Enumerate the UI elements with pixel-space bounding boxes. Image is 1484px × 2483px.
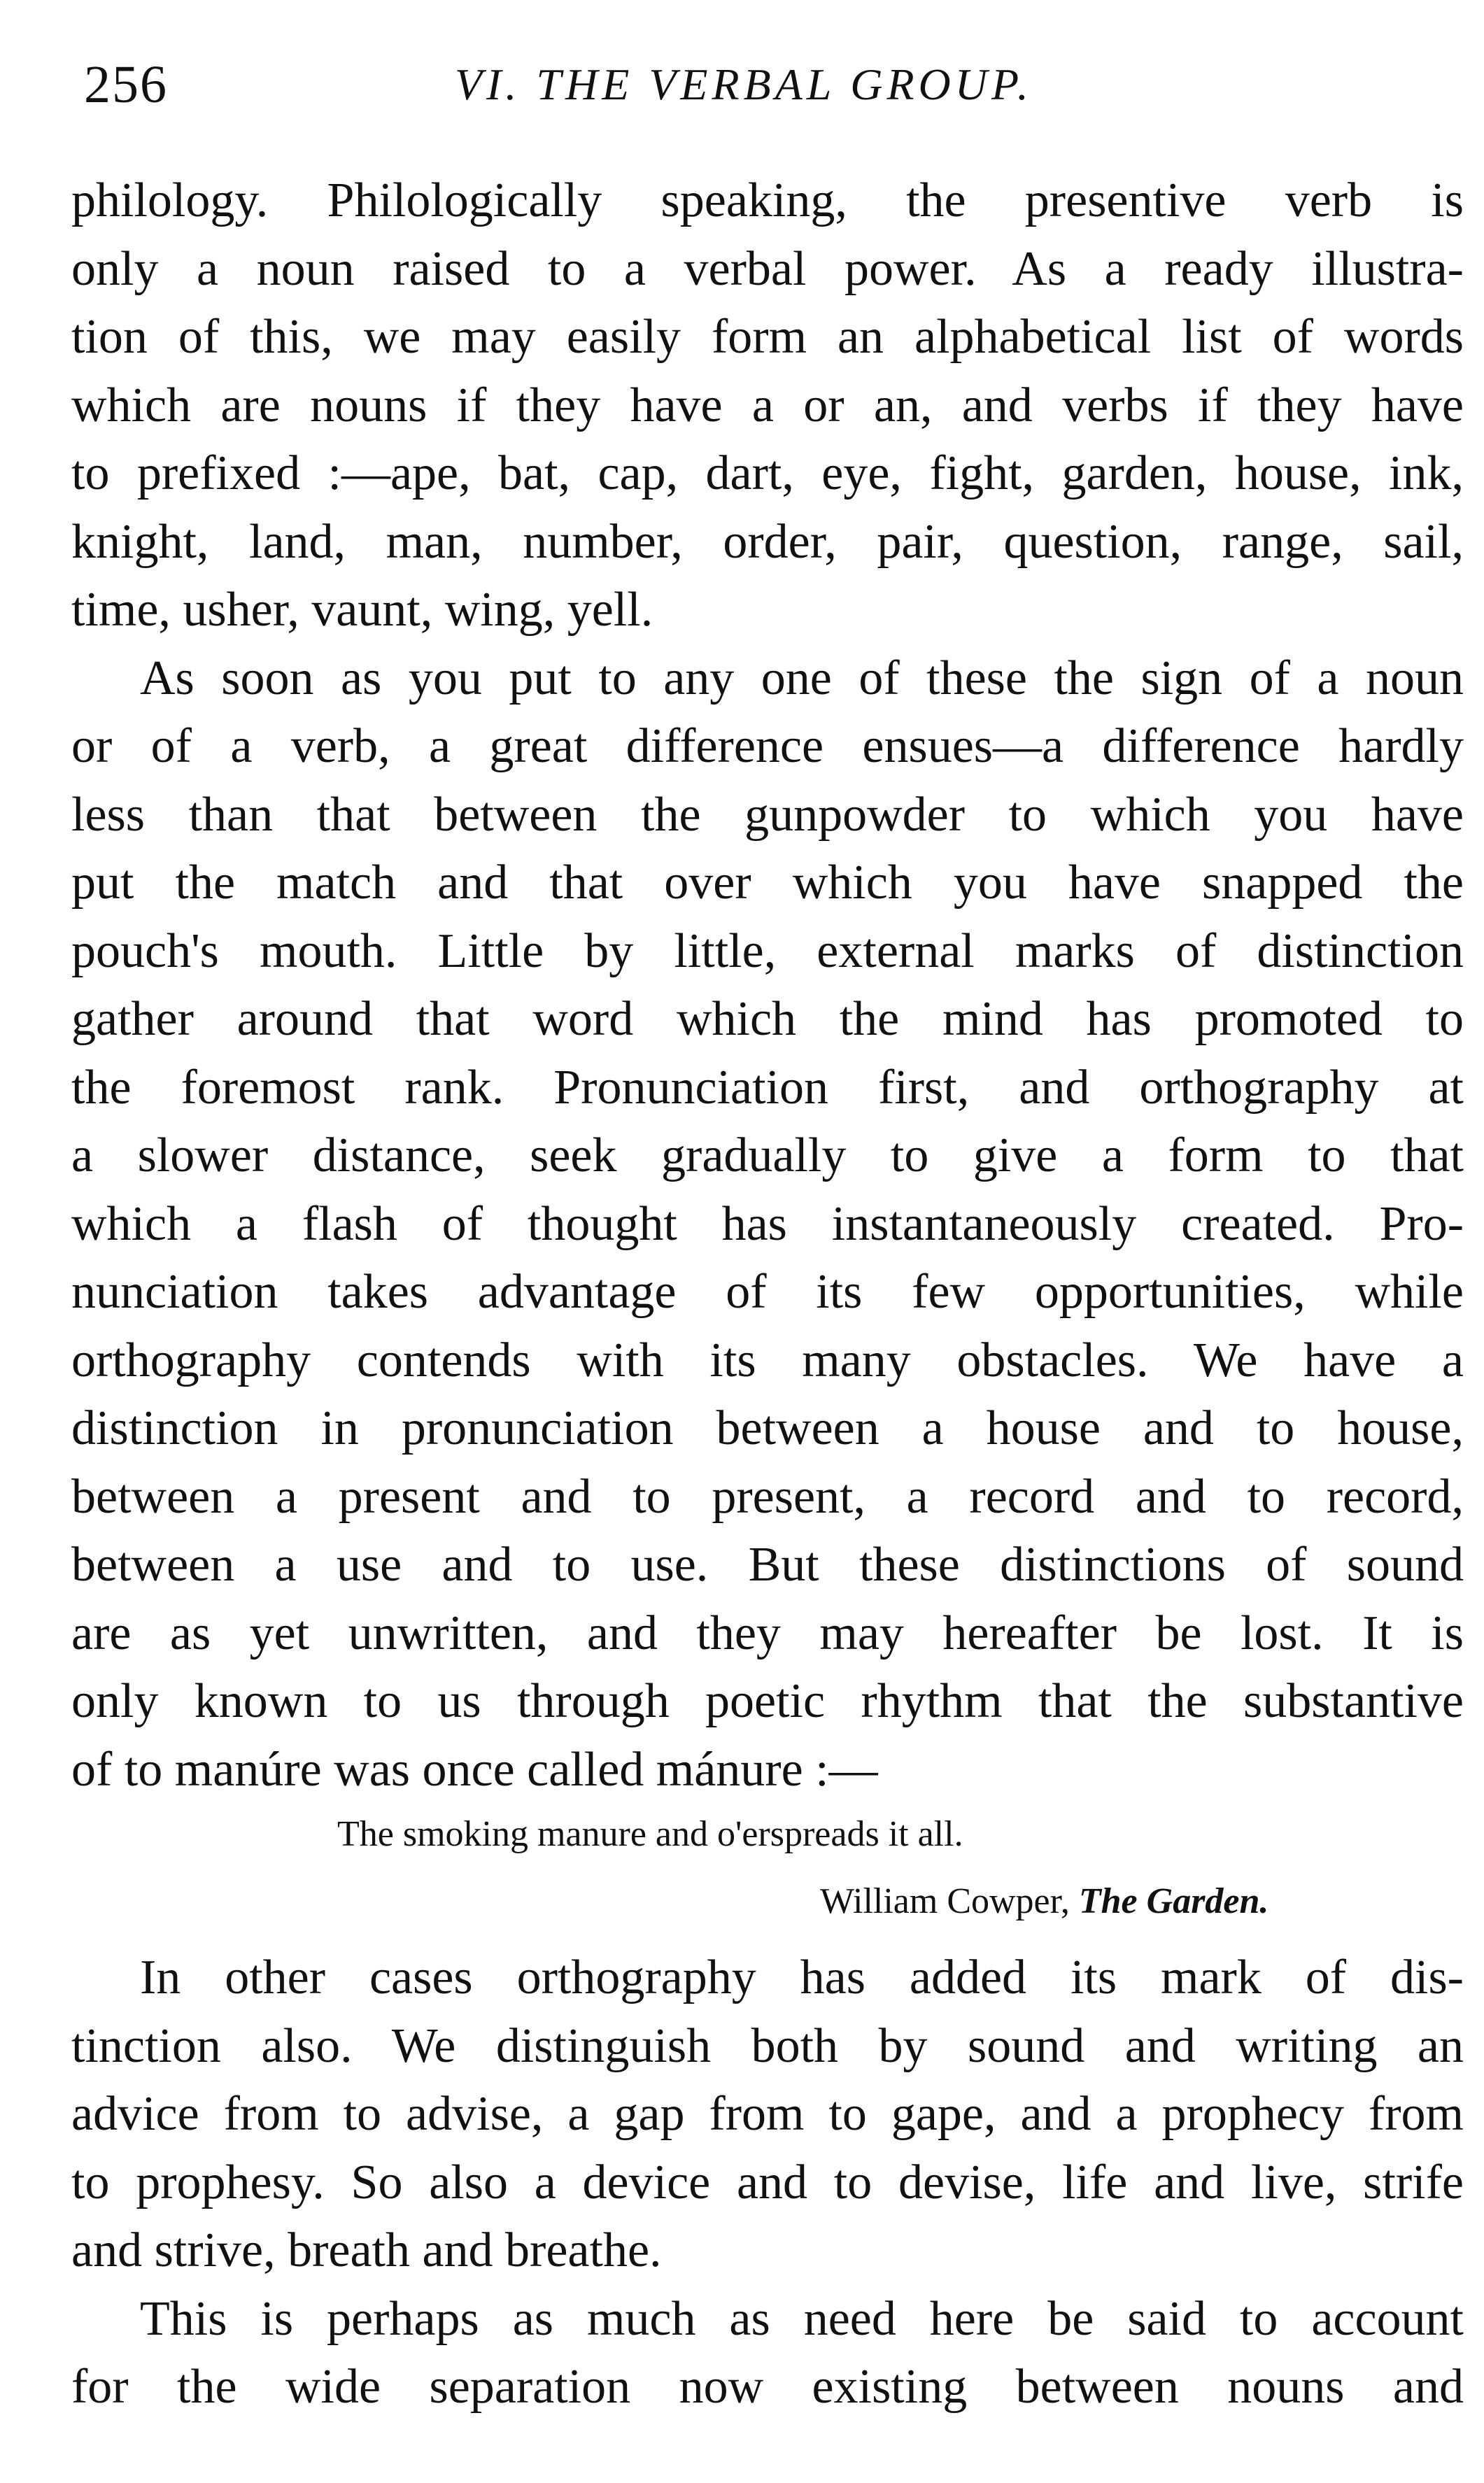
running-head bbox=[84, 55, 1455, 132]
text-line: between a use and to use. But these distinctions of sound bbox=[71, 1538, 1464, 1592]
text-line: tinction also. We distinguish both by sound and writing an bbox=[71, 2018, 1464, 2073]
text-line: a slower distance, seek gradually to give a form to that bbox=[71, 1129, 1464, 1182]
text-line: of to manúre was once called mánure :— bbox=[71, 1742, 878, 1797]
paragraph-3 bbox=[71, 1944, 1464, 2285]
chapter-title: VI. THE VERBAL GROUP. bbox=[455, 59, 1033, 109]
text-line: In other cases orthography has added its mark of dis- bbox=[140, 1951, 1464, 2004]
text-line: time, usher, vaunt, wing, yell. bbox=[71, 583, 653, 637]
paragraph-2 bbox=[71, 644, 1464, 1804]
text-line: orthography contends with its many obstacles. We have a bbox=[71, 1333, 1464, 1387]
block-quote bbox=[71, 1804, 1464, 1944]
text-line: to prophesy. So also a device and to devise, life and live, strife bbox=[71, 2155, 1464, 2209]
text-line: As soon as you put to any one of these the sign of a noun bbox=[140, 651, 1464, 705]
text-line: the foremost rank. Pronunciation first, and orthography at bbox=[71, 1060, 1464, 1115]
text-line: advice from to advise, a gap from to gape, and a prophecy from bbox=[71, 2087, 1464, 2141]
text-line: nunciation takes advantage of its few opportunities, while bbox=[71, 1265, 1464, 1319]
quote-author: William Cowper, bbox=[820, 1881, 1070, 1921]
text-line: which are nouns if they have a or an, and verbs if they have bbox=[71, 378, 1464, 432]
text-line: philology. Philologically speaking, the presentive verb is bbox=[71, 174, 1464, 227]
paragraph-4 bbox=[71, 2285, 1464, 2421]
text-line: to prefixed :—ape, bat, cap, dart, eye, fight, garden, house, ink, bbox=[71, 446, 1464, 500]
text-line: This is perhaps as much as need here be said to account bbox=[140, 2291, 1464, 2346]
body-text bbox=[71, 167, 1464, 2421]
page-number: 256 bbox=[84, 55, 168, 114]
text-line: less than that between the gunpowder to which you have bbox=[71, 787, 1464, 842]
text-line: knight, land, man, number, order, pair, question, range, sail, bbox=[71, 514, 1464, 569]
text-line: distinction in pronunciation between a house and to house, bbox=[71, 1401, 1464, 1455]
text-line: gather around that word which the mind has promoted to bbox=[71, 992, 1464, 1046]
text-line: are as yet unwritten, and they may hereafter be lost. It is bbox=[71, 1606, 1464, 1660]
text-line: only known to us through poetic rhythm that the substantive bbox=[71, 1674, 1464, 1728]
text-line: between a present and to present, a record and to record, bbox=[71, 1469, 1464, 1524]
quote-attribution bbox=[820, 1881, 1269, 1922]
quote-text: The smoking manure and o'erspreads it all. bbox=[337, 1814, 963, 1854]
paragraph-1 bbox=[71, 167, 1464, 644]
text-line: tion of this, we may easily form an alphabetical list of words bbox=[71, 310, 1464, 364]
text-line: and strive, breath and breathe. bbox=[71, 2223, 662, 2277]
text-line: only a noun raised to a verbal power. As a ready illustra- bbox=[71, 241, 1464, 296]
quote-work: The Garden. bbox=[1078, 1881, 1269, 1921]
text-line: which a flash of thought has instantaneously created. Pro- bbox=[71, 1196, 1464, 1251]
text-line: pouch's mouth. Little by little, external marks of distinction bbox=[71, 924, 1464, 978]
text-line: for the wide separation now existing between nouns and bbox=[71, 2360, 1464, 2414]
text-line: or of a verb, a great difference ensues—a difference hardly bbox=[71, 719, 1464, 773]
text-line: put the match and that over which you have snapped the bbox=[71, 856, 1464, 910]
